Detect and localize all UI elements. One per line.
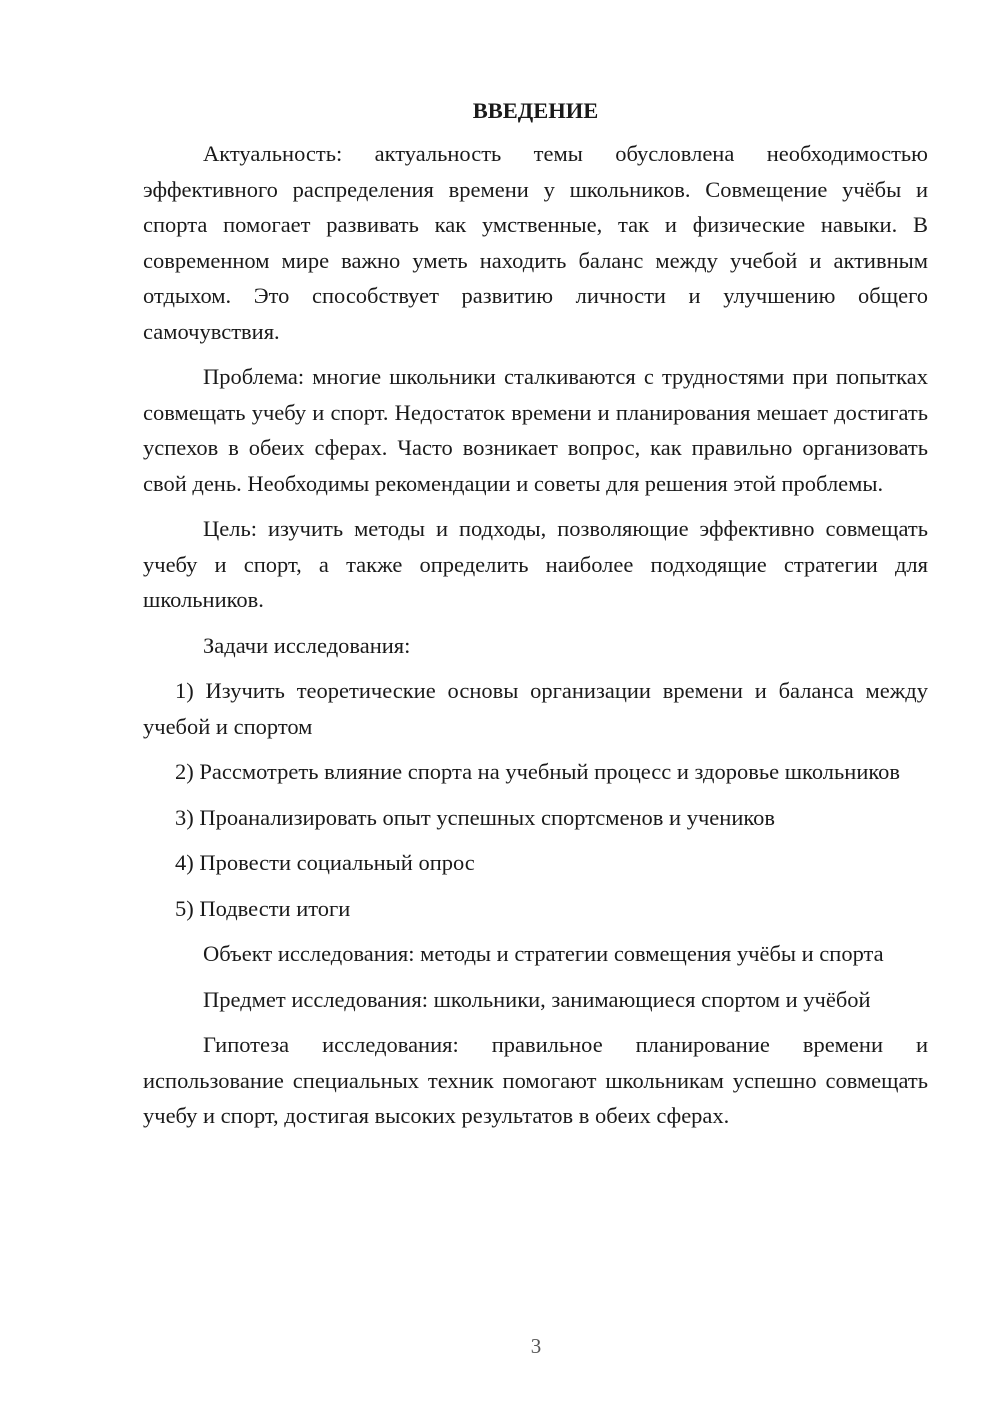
problem-paragraph: Проблема: многие школьники сталкиваются с трудностями при попытках совмещать учебу и спорт. Недостаток времени и планирования мешает достигать успехов в обеих сферах. Часто возникает вопрос, как правильно организовать свой день. Необходимы рекомендации и советы для решения этой проблемы. xyxy=(143,364,928,496)
task-item-3: 3) Проанализировать опыт успешных спортсменов и учеников xyxy=(175,804,776,830)
task-item-4: 4) Провести социальный опрос xyxy=(175,850,475,875)
task-item-1: 1) Изучить теоретические основы организации времени и баланса между учебой и спортом xyxy=(143,678,928,739)
task-item-2: 2) Рассмотреть влияние спорта на учебный процесс и здоровье школьников xyxy=(175,759,901,784)
page-content xyxy=(143,96,928,1144)
relevance-paragraph: Актуальность: актуальность темы обусловлена необходимостью эффективного распределения времени у школьников. Совмещение учёбы и спорта помогает развивать как умственные, так и физические навыки. В современном мире важно уметь находить баланс между учебой и активным отдыхом. Это способствует развитию личности и улучшению общего самочувствия. xyxy=(143,141,928,344)
subject-paragraph: Предмет исследования: школьники, занимающиеся спортом и учёбой xyxy=(203,986,871,1012)
goal-paragraph: Цель: изучить методы и подходы, позволяющие эффективно совмещать учебу и спорт, а также определить наиболее подходящие стратегии для школьников. xyxy=(143,516,928,612)
tasks-heading: Задачи исследования: xyxy=(203,632,411,658)
hypothesis-paragraph: Гипотеза исследования: правильное планирование времени и использование специальных техник помогают школьникам успешно совмещать учебу и спорт, достигая высоких результатов в обеих сферах. xyxy=(143,1032,928,1128)
page-title: ВВЕДЕНИЕ xyxy=(472,98,599,123)
task-item-5: 5) Подвести итоги xyxy=(175,895,351,921)
page-number: 3 xyxy=(530,1334,542,1358)
object-paragraph: Объект исследования: методы и стратегии совмещения учёбы и спорта xyxy=(203,941,884,966)
